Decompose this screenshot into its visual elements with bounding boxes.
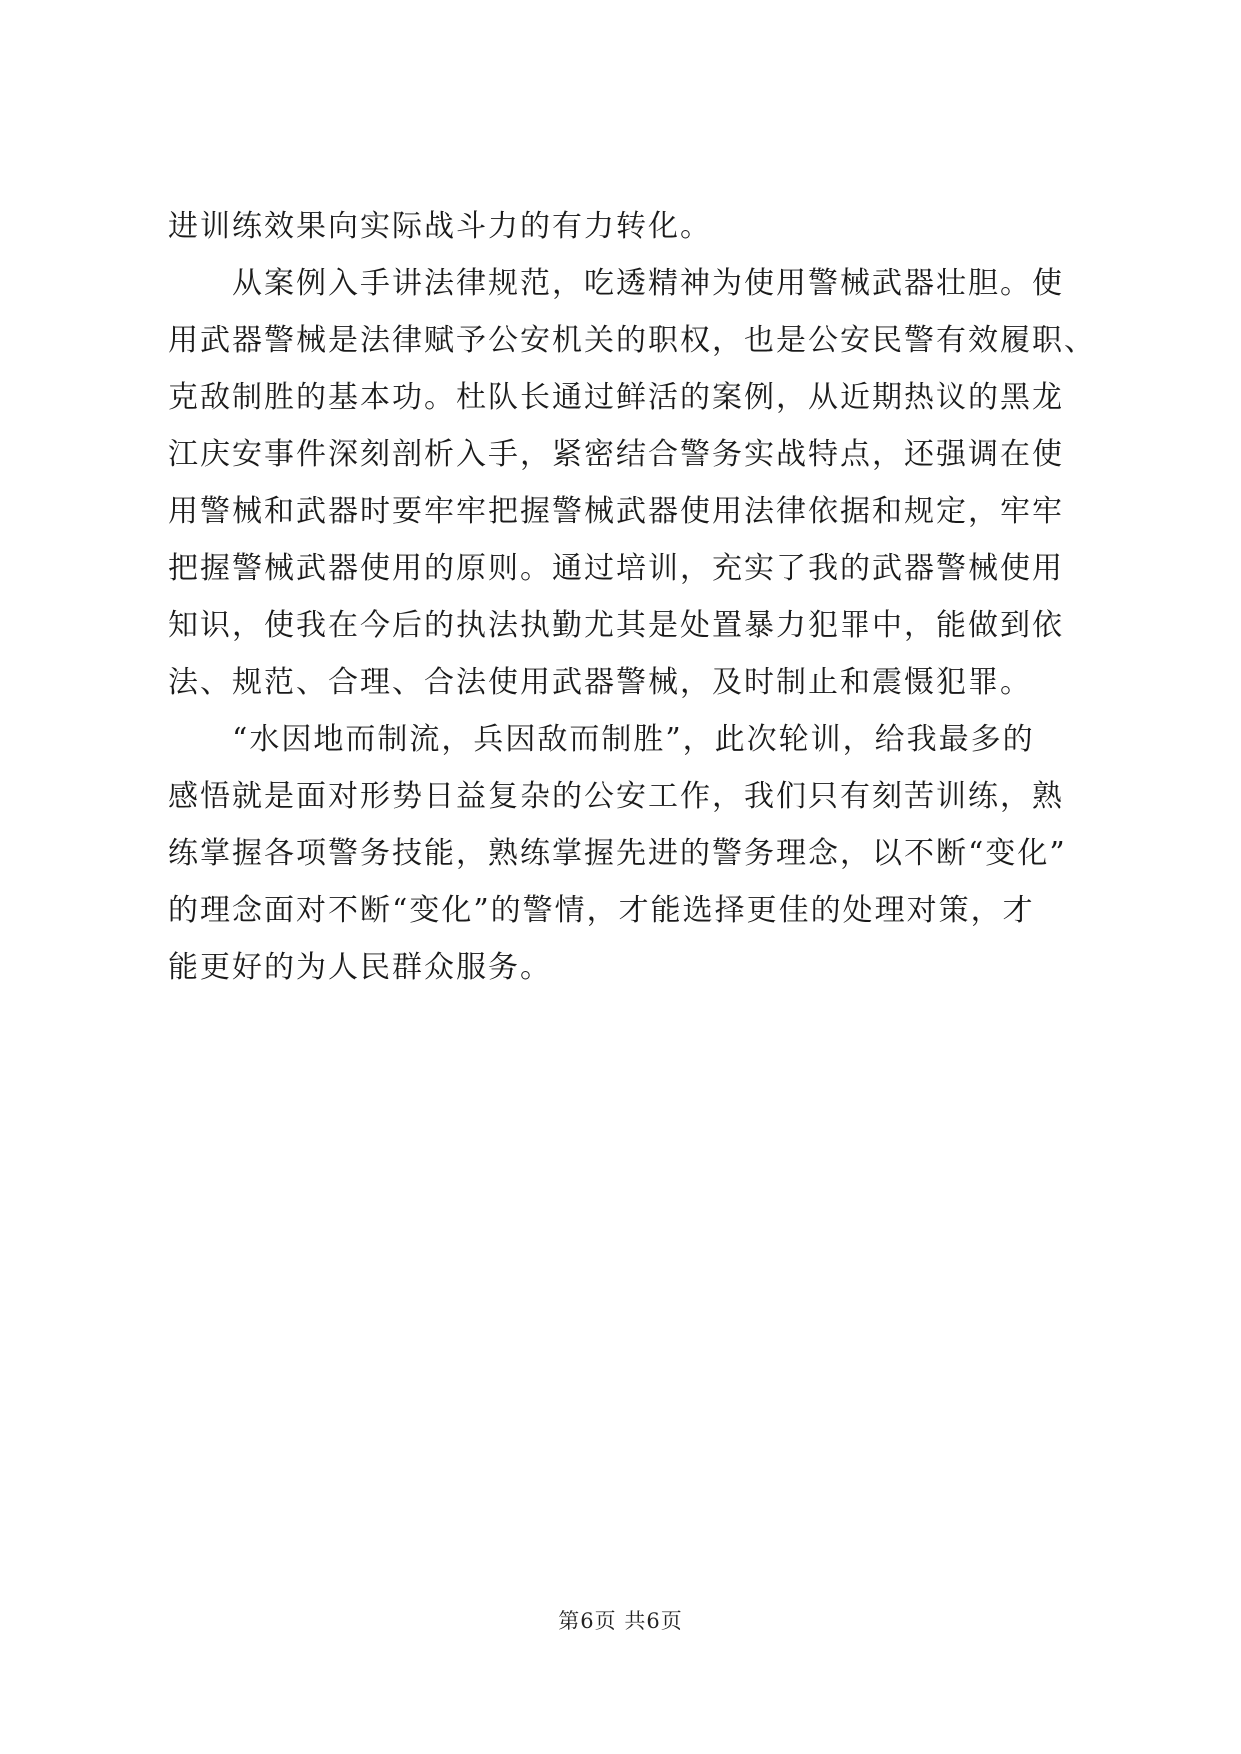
text-line: 进训练效果向实际战斗力的有力转化。 (168, 209, 712, 244)
text-line: 法、规范、合理、合法使用武器警械，及时制止和震慑犯罪。 (168, 665, 1032, 700)
text-line: 把握警械武器使用的原则。通过培训，充实了我的武器警械使用 (168, 551, 1064, 586)
text-line: 练掌握各项警务技能，熟练掌握先进的警务理念，以不断“变化” (168, 836, 1067, 871)
text-line: 的理念面对不断“变化”的警情，才能选择更佳的处理对策，才 (168, 893, 1035, 928)
text-line: 从案例入手讲法律规范，吃透精神为使用警械武器壮胆。使 (168, 266, 1064, 301)
text-line: 知识，使我在今后的执法执勤尤其是处置暴力犯罪中，能做到依 (168, 608, 1064, 643)
text-line: 江庆安事件深刻剖析入手，紧密结合警务实战特点，还强调在使 (168, 437, 1064, 472)
page-number-footer: 第6页 共6页 (558, 1609, 683, 1633)
text-line: “水因地而制流，兵因敌而制胜”，此次轮训，给我最多的 (168, 722, 1035, 757)
body-text (168, 198, 1128, 996)
text-line: 用武器警械是法律赋予公安机关的职权，也是公安民警有效履职、 (168, 323, 1096, 358)
text-line: 用警械和武器时要牢牢把握警械武器使用法律依据和规定，牢牢 (168, 494, 1064, 529)
text-line: 感悟就是面对形势日益复杂的公安工作，我们只有刻苦训练，熟 (168, 779, 1064, 814)
text-line: 克敌制胜的基本功。杜队长通过鲜活的案例，从近期热议的黑龙 (168, 380, 1064, 415)
text-line: 能更好的为人民群众服务。 (168, 950, 552, 985)
